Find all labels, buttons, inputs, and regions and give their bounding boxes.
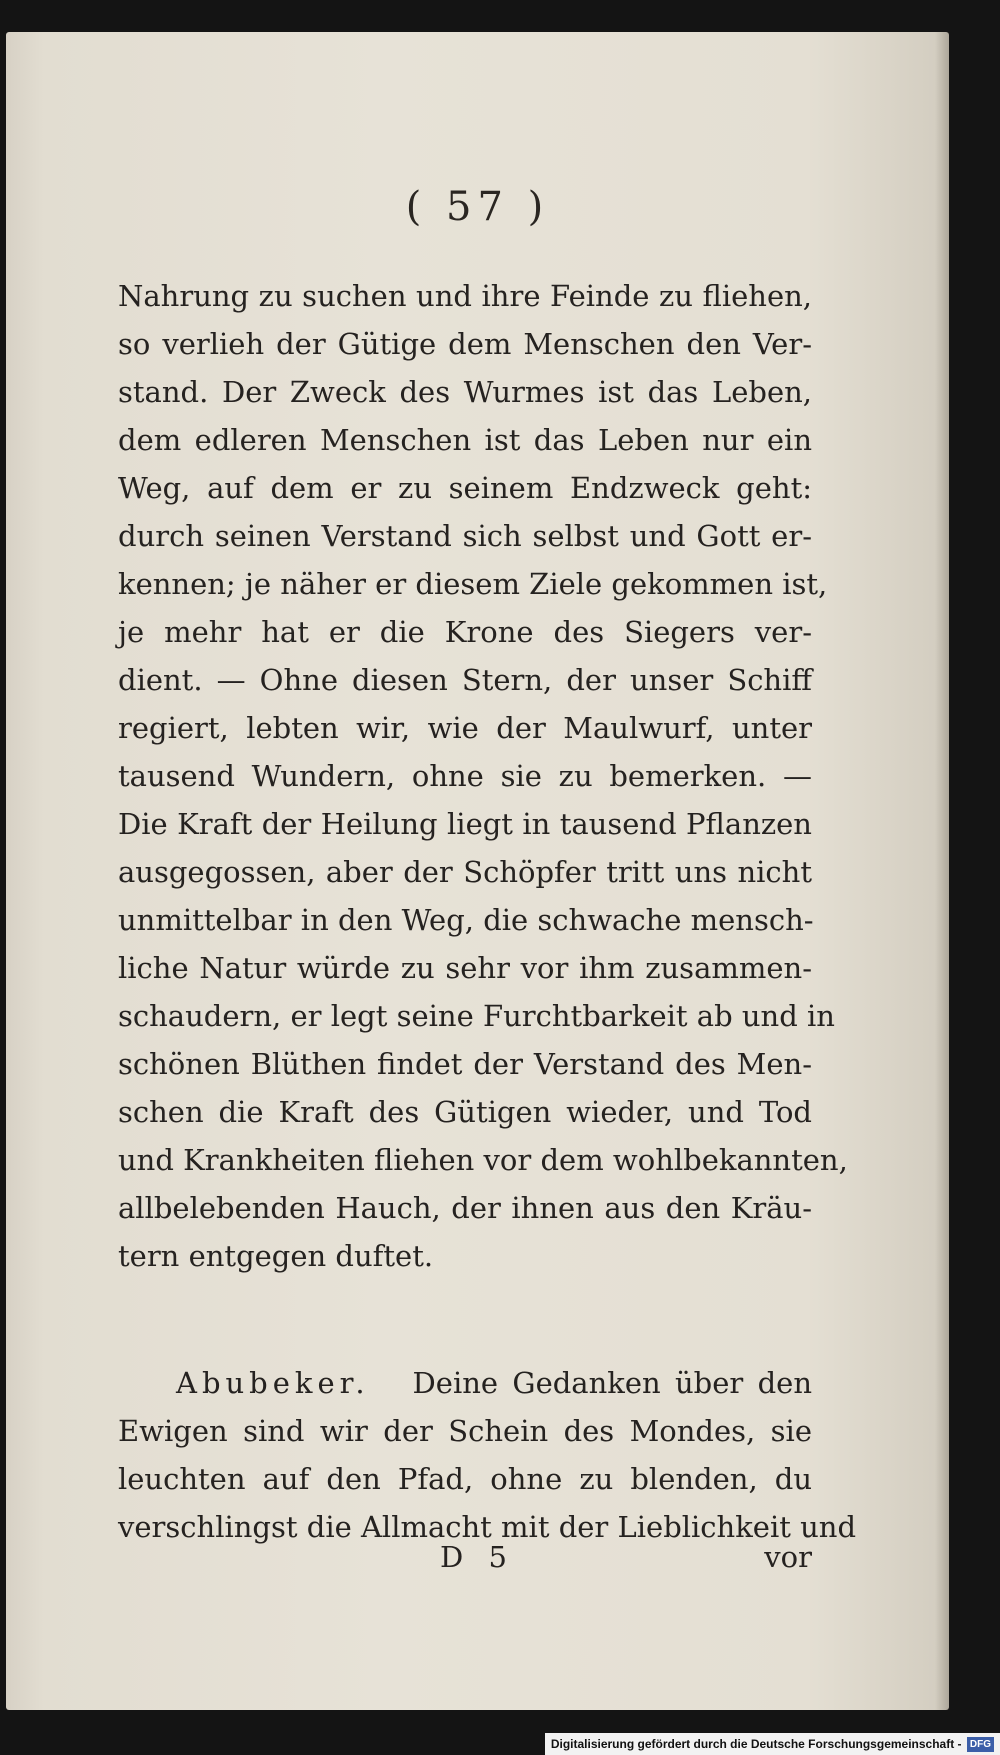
text-line: allbelebenden Hauch, der ihnen aus den Kräu- [118, 1191, 812, 1225]
text-line: tausend Wundern, ohne sie zu bemerken. — [118, 759, 812, 793]
text-line: Ewigen sind wir der Schein des Mondes, sie [118, 1414, 812, 1448]
body-text [118, 272, 857, 1551]
catchword: vor [764, 1540, 812, 1574]
text-line: je mehr hat er die Krone des Siegers ver- [118, 615, 812, 649]
text-line: liche Natur würde zu sehr vor ihm zusammen- [118, 951, 812, 985]
text-line: regiert, lebten wir, wie der Maulwurf, unter [118, 711, 812, 745]
text-line: so verlieh der Gütige dem Menschen den Ver- [118, 327, 812, 361]
book-page [6, 32, 949, 1710]
text-line: dient. — Ohne diesen Stern, der unser Schiff [118, 663, 812, 697]
text-line: schaudern, er legt seine Furchtbarkeit ab und in [118, 999, 835, 1033]
text-line: ausgegossen, aber der Schöpfer tritt uns nicht [118, 855, 812, 889]
text-line: leuchten auf den Pfad, ohne zu blenden, du [118, 1462, 812, 1496]
page-footer-line [118, 1540, 812, 1588]
text-line: schönen Blüthen findet der Verstand des Men- [118, 1047, 812, 1081]
text-line: unmittelbar in den Weg, die schwache mensch- [118, 903, 814, 937]
speech-first-line [118, 1359, 812, 1407]
text-line: dem edleren Menschen ist das Leben nur ein [118, 423, 812, 457]
speaker-name: Abubeker. [176, 1366, 370, 1400]
text-line: verschlingst die Allmacht mit der Lieblichkeit und [118, 1510, 857, 1544]
text-line: durch seinen Verstand sich selbst und Gott er- [118, 519, 812, 553]
dfg-logo: DFG [967, 1737, 994, 1752]
text-line: Nahrung zu suchen und ihre Feinde zu fliehen, [118, 279, 812, 313]
page-gutter-shadow [935, 32, 949, 1710]
text-line: Weg, auf dem er zu seinem Endzweck geht: [118, 471, 812, 505]
text-line: schen die Kraft des Gütigen wieder, und Tod [118, 1095, 812, 1129]
digitization-credit [545, 1733, 1000, 1755]
text-line: und Krankheiten fliehen vor dem wohlbekannten, [118, 1143, 848, 1177]
text-line: Die Kraft der Heilung liegt in tausend Pflanzen [118, 807, 812, 841]
text-line: tern entgegen duftet. [118, 1239, 434, 1273]
speech-opening: Deine Gedanken über den [412, 1366, 813, 1400]
text-line: stand. Der Zweck des Wurmes ist das Leben, [118, 375, 812, 409]
paragraph-gap [118, 1280, 812, 1359]
page-number: ( 57 ) [405, 184, 550, 230]
signature-mark: D 5 [440, 1540, 515, 1574]
credit-text: Digitalisierung gefördert durch die Deutsche Forschungsgemeinschaft - [550, 1737, 962, 1751]
text-line: kennen; je näher er diesem Ziele gekommen ist, [118, 567, 828, 601]
